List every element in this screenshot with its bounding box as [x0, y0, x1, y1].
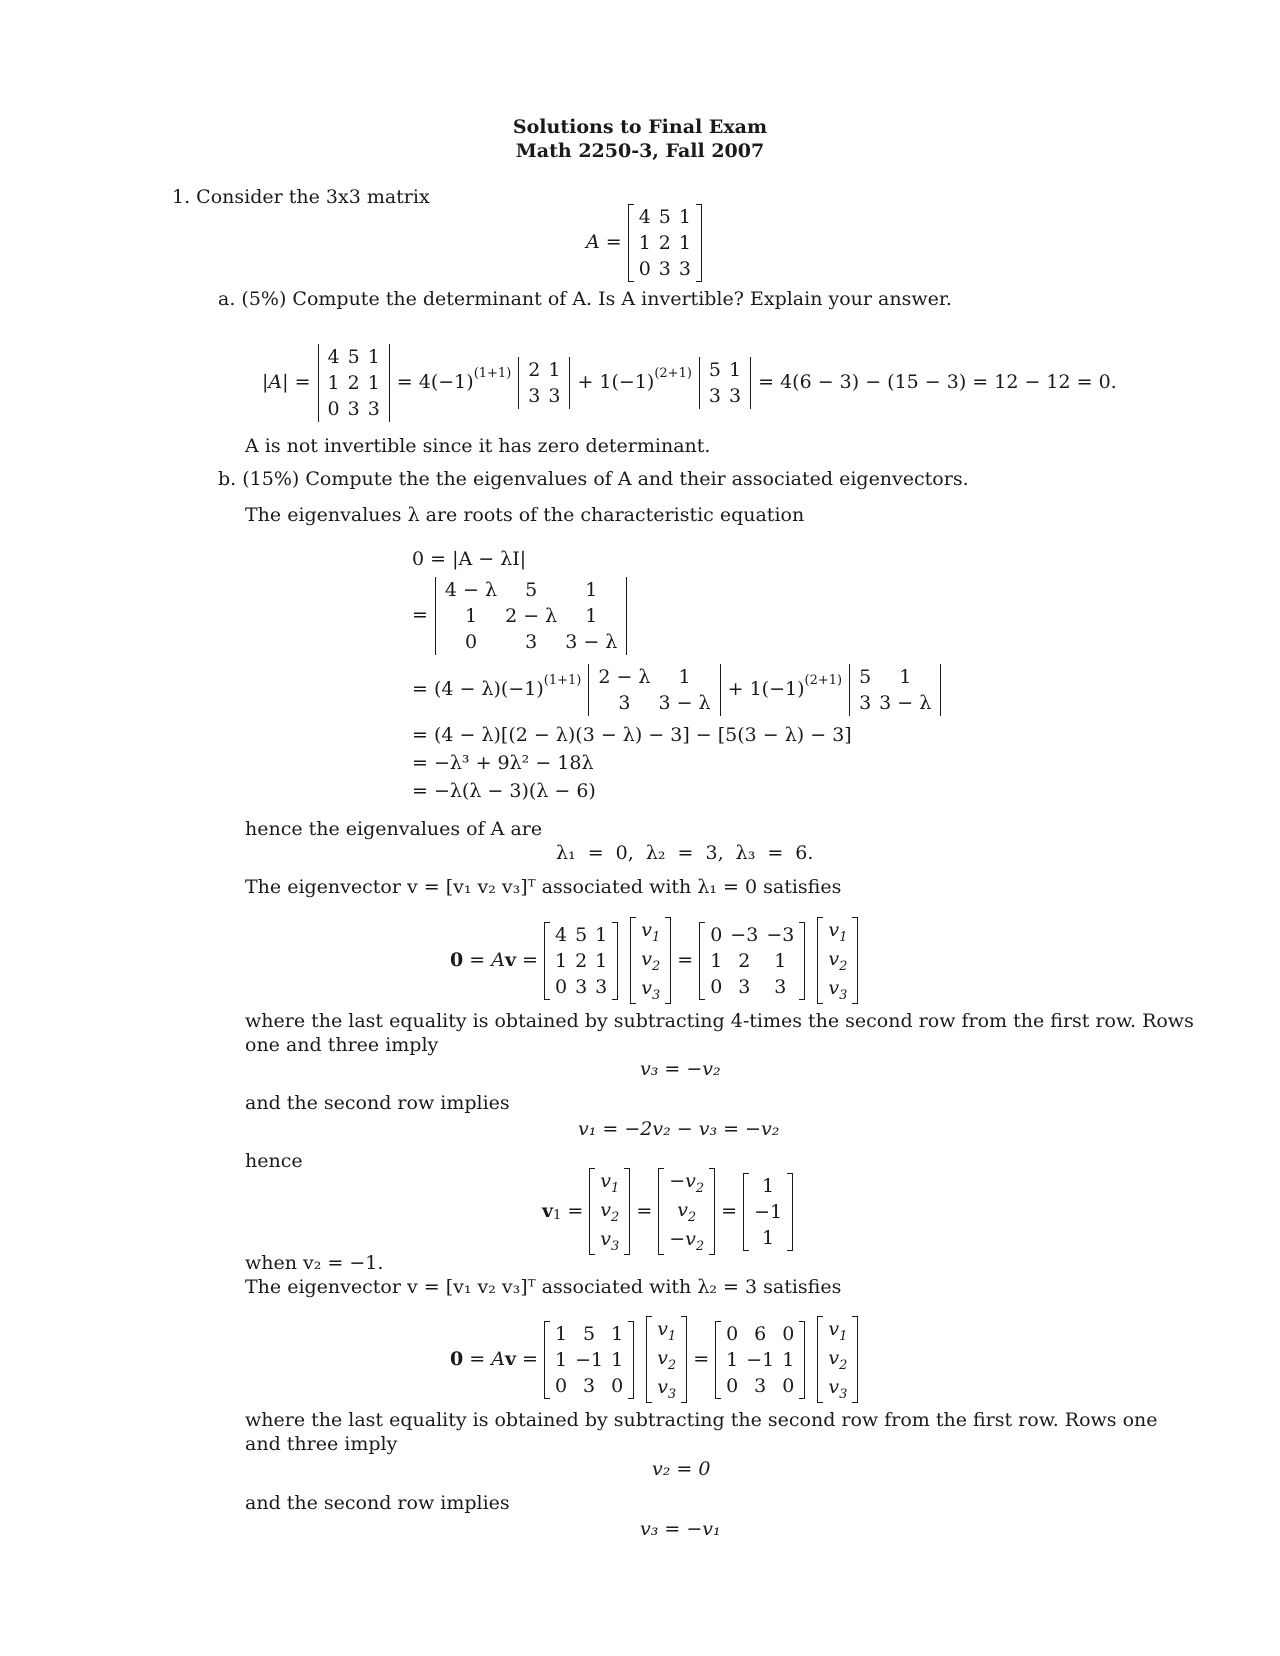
ev2-note-line2: and three imply: [245, 1433, 398, 1455]
matrix-a-definition: A = 4 5 1 1 2 1 0 3 3: [586, 204, 708, 282]
minor-1: 2 1 3 3: [517, 357, 571, 409]
ev1-components: $v_1$ $v_2$ $v_3$: [589, 1168, 630, 1255]
ev2-note-line1: where the last equality is obtained by subtracting the second row from the first row. Rows one: [245, 1409, 1158, 1431]
course-subtitle: Math 2250-3, Fall 2007: [515, 140, 765, 162]
characteristic-intro: The eigenvalues λ are roots of the characteristic equation: [245, 504, 805, 526]
ev1-vector: 1 −1 1: [743, 1173, 793, 1251]
determinant-expansion: | A | = 4 5 1 1 2 1 0 3 3 = 4(−1) $^{(1+1)}$ 2 1 3 3 + 1(−1) $^{(2+1)}$ 5 1 3 3 = 4(6 − 3) − (15 − 3) = 12 − 12 = 0.: [262, 346, 1117, 420]
ev2-equation-1: v₂ = 0: [652, 1458, 711, 1480]
matrix-a: 4 5 1 1 2 1 0 3 3: [628, 204, 702, 282]
when-condition: when v₂ = −1.: [245, 1252, 384, 1274]
char-line-3: = −λ³ + 9λ² − 18λ: [412, 752, 594, 775]
ev2-reduced-matrix: 0 6 0 1 −1 1 0 3 0: [715, 1321, 805, 1399]
det-matrix-a: 4 5 1 1 2 1 0 3 3: [317, 344, 391, 422]
not-invertible-statement: A is not invertible since it has zero determinant.: [245, 435, 711, 457]
hence-label: hence: [245, 1150, 303, 1172]
eigenvalues: λ₁ = 0, λ₂ = 3, λ₃ = 6.: [556, 842, 814, 864]
eigenvector-1-result: v $_1$ = $v_1$ $v_2$ $v_3$ = $-v_2$ $v_2$ $-v_2$ = 1 −1 1: [542, 1168, 799, 1255]
ev1-vector-v: $v_1$ $v_2$ $v_3$: [630, 917, 671, 1004]
part-b-question: b. (15%) Compute the the eigenvalues of A and their associated eigenvectors.: [218, 468, 969, 490]
hence-eigenvalues: hence the eigenvalues of A are: [245, 818, 543, 840]
char-minor-1: 2 − λ 1 3 3 − λ: [587, 664, 721, 716]
eigenvector-1-intro: The eigenvector v = [v₁ v₂ v₃]ᵀ associated with λ₁ = 0 satisfies: [245, 876, 842, 898]
ev1-matrix-a: 4 5 1 1 2 1 0 3 3: [544, 922, 618, 1000]
ev1-equation-1: v₃ = −v₂: [640, 1058, 721, 1080]
char-line-2: = (4 − λ)[(2 − λ)(3 − λ) − 3] − [5(3 − λ) − 3]: [412, 724, 852, 747]
page-title: Solutions to Final Exam: [512, 116, 768, 138]
char-line-4: = −λ(λ − 3)(λ − 6): [412, 780, 596, 803]
eigenvector-2-system: 0 = A v = 1 5 1 1 −1 1 0 3 0 $v_1$ $v_2$ $v_3$ = 0 6 0 1 −1 1 0 3 0 $v_1$ $v_2$ $v_3$: [450, 1316, 864, 1403]
ev2-equation-2: v₃ = −v₁: [640, 1518, 721, 1540]
char-matrix: 4 − λ 5 1 1 2 − λ 1 0 3 3 − λ: [434, 577, 628, 655]
eigenvector-1-system: 0 = A v = 4 5 1 1 2 1 0 3 3 $v_1$ $v_2$ $v_3$ = 0 −3 −3 1 2 1 0 3 3 $v_1$ $v_2$ $v_3$: [450, 917, 864, 1004]
minor-2: 5 1 3 3: [698, 357, 752, 409]
determinant-result: = 4(6 − 3) − (15 − 3) = 12 − 12 = 0.: [758, 371, 1117, 394]
ev2-vector-v-2: $v_1$ $v_2$ $v_3$: [817, 1316, 858, 1403]
problem-intro: 1. Consider the 3x3 matrix: [172, 186, 430, 208]
ev1-note-line1: where the last equality is obtained by subtracting 4-times the second row from the first row. Rows: [245, 1010, 1194, 1032]
part-a-question: a. (5%) Compute the determinant of A. Is A invertible? Explain your answer.: [218, 288, 952, 310]
ev1-vector-v-2: $v_1$ $v_2$ $v_3$: [817, 917, 858, 1004]
ev2-matrix: 1 5 1 1 −1 1 0 3 0: [544, 1321, 634, 1399]
char-line-expansion: = (4 − λ)(−1) $^{(1+1)}$ 2 − λ 1 3 3 − λ + 1(−1) $^{(2+1)}$ 5 1 3 3 − λ: [412, 658, 948, 722]
ev1-second-row: and the second row implies: [245, 1092, 510, 1114]
ev1-substituted: $-v_2$ $v_2$ $-v_2$: [658, 1168, 715, 1255]
char-line-1: 0 = |A − λI|: [412, 548, 527, 571]
ev2-vector-v: $v_1$ $v_2$ $v_3$: [646, 1316, 687, 1403]
characteristic-equation: [412, 546, 948, 806]
char-line-det: = 4 − λ 5 1 1 2 − λ 1 0 3 3 − λ: [412, 574, 948, 658]
char-minor-2: 5 1 3 3 − λ: [848, 664, 942, 716]
ev1-equation-2: v₁ = −2v₂ − v₃ = −v₂: [578, 1118, 780, 1140]
ev1-reduced-matrix: 0 −3 −3 1 2 1 0 3 3: [699, 922, 805, 1000]
ev2-second-row: and the second row implies: [245, 1492, 510, 1514]
ev1-note-line2: one and three imply: [245, 1034, 439, 1056]
eigenvector-2-intro: The eigenvector v = [v₁ v₂ v₃]ᵀ associated with λ₂ = 3 satisfies: [245, 1276, 842, 1298]
